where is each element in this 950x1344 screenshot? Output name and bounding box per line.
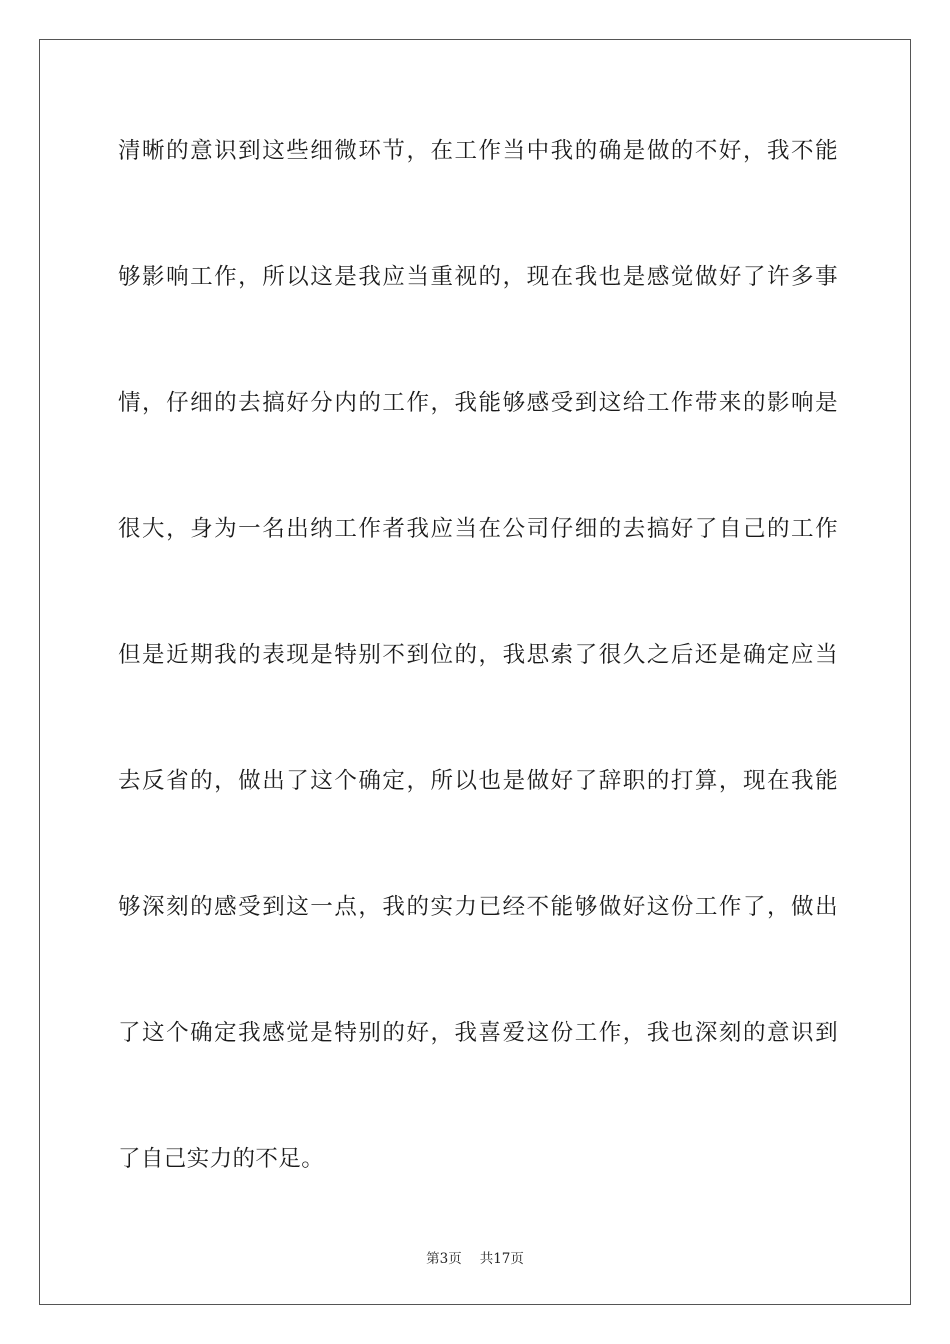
text-line-4: 很大，身为一名出纳工作者我应当在公司仔细的去搞好了自己的工作 [118,516,838,542]
text-line-8: 了这个确定我感觉是特别的好，我喜爱这份工作，我也深刻的意识到 [118,1020,838,1046]
page-number: 第3页 [426,1251,462,1267]
text-line-3: 情，仔细的去搞好分内的工作，我能够感受到这给工作带来的影响是 [118,390,838,416]
page-total: 共17页 [479,1251,524,1267]
text-line-2: 够影响工作，所以这是我应当重视的，现在我也是感觉做好了许多事 [118,264,838,290]
text-line-1: 清晰的意识到这些细微环节，在工作当中我的确是做的不好，我不能 [118,138,838,164]
body-text [118,127,838,1261]
text-line-6: 去反省的，做出了这个确定，所以也是做好了辞职的打算，现在我能 [118,768,838,794]
page-footer [0,1247,950,1267]
text-line-7: 够深刻的感受到这一点，我的实力已经不能够做好这份工作了，做出 [118,894,838,920]
text-line-9: 了自己实力的不足。 [118,1146,325,1172]
text-line-5: 但是近期我的表现是特别不到位的，我思索了很久之后还是确定应当 [118,642,838,668]
